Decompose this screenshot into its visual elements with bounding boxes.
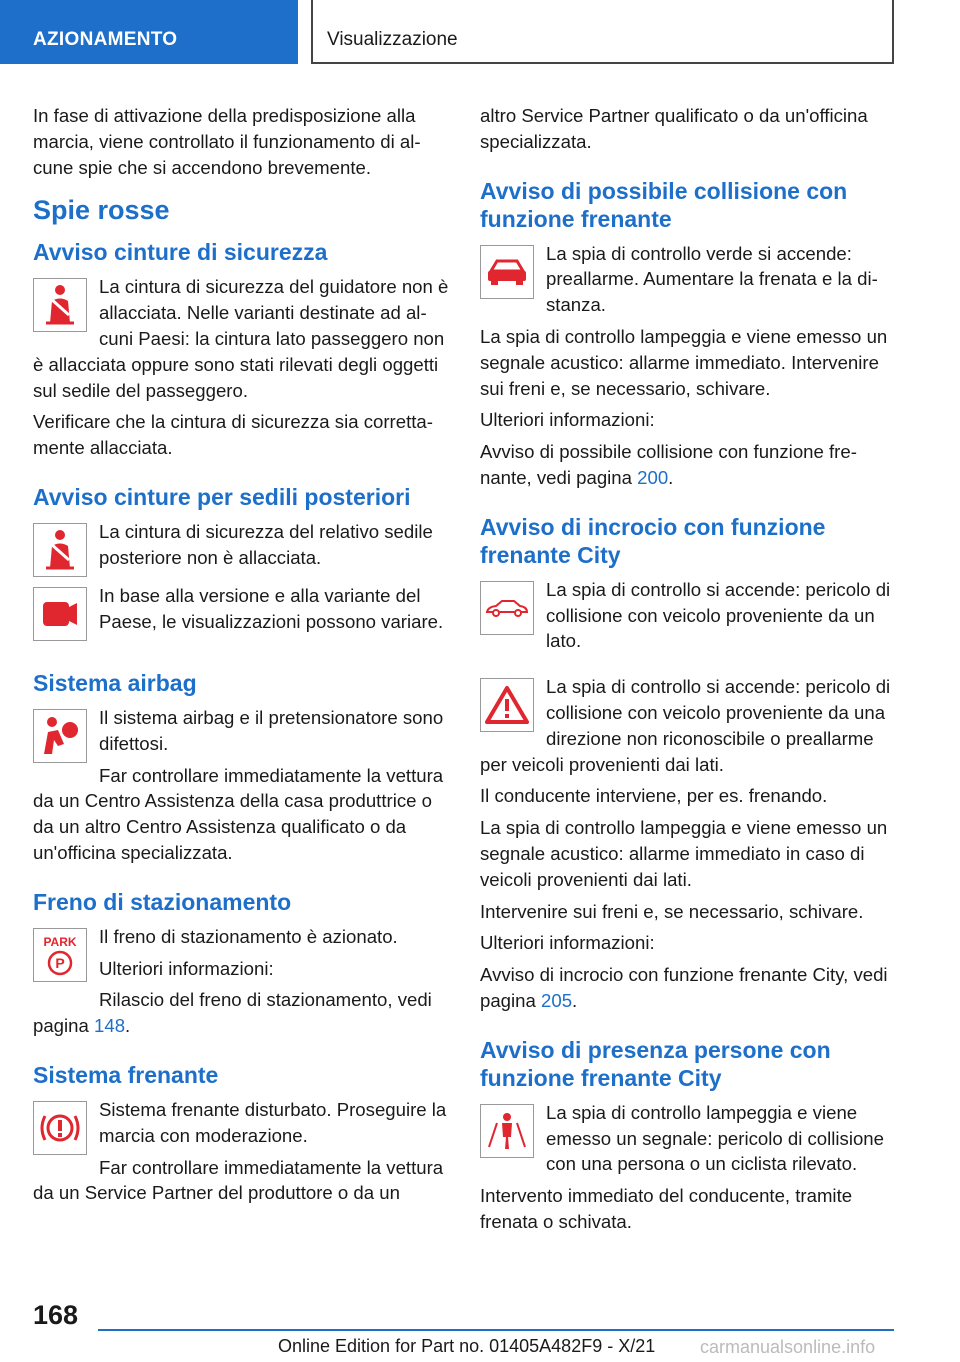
park-icon-text: PARK [43,934,77,949]
heading-brake-system: Sistema frenante [33,1061,219,1088]
rear-seatbelt-icon [33,523,87,577]
collision-text-2: La spia di controllo lampeggia e viene emesso un segnale acustico: allarme immediato. Intervenire sui freni e, se necessario, schivare. [480,325,888,399]
heading-parking-brake: Freno di stazionamento [33,888,292,915]
crossing-text-6: Ulteriori informazioni: [480,932,655,954]
park-text-3: Rilascio del freno di stazionamento, vedi pagina 148. [33,989,432,1037]
header-section-label: AZIONAMENTO [33,29,178,50]
collision-warning-icon [480,245,534,299]
page-link-148[interactable]: 148 [94,1015,126,1037]
brake-continuation: altro Service Partner qualificato o da un'officina specializzata. [480,105,868,152]
airbag-text-1: Il sistema airbag e il pretensionatore sono difettosi. [99,706,444,754]
rear-text-1: La cintura di sicurezza del relativo sedile posteriore non è allacciata. [99,520,433,568]
heading-seatbelt-warning: Avviso cinture di sicurezza [33,239,328,266]
park-text-2: Ulteriori informazioni: [99,957,274,979]
rear-text-2: In base alla versione e alla variante del Paese, le visualizzazioni possono variare. [99,584,444,632]
heading-rear-seatbelt: Avviso cinture per sedili posteriori [33,483,411,510]
park-text-1: Il freno di stazionamento è azionato. [99,925,398,947]
header-topic-label: Visualizzazione [327,29,458,50]
right-column [480,103,898,1241]
pedestrian-warning-icon [480,1104,534,1158]
heading-collision-warning: Avviso di possibile collisione con funzione frenante [480,177,848,232]
heading-crossing-warning: Avviso di incrocio con funzione frenante City [480,513,826,568]
collision-text-1: La spia di controllo verde si accende: preallarme. Aumentare la frenata e la distanza. [546,242,878,316]
airbag-warning-icon [33,709,87,763]
crossing-text-2: La spia di controllo si accende: pericolo di collisione con veicolo proveniente da una direzione non riconoscibile o preallarme per veicoli provenienti dai lati. [480,676,891,775]
page-link-200[interactable]: 200 [637,466,669,488]
collision-text-4: Avviso di possibile collisione con funzione frenante, vedi pagina 200. [480,441,857,488]
crossing-text-4: La spia di controllo lampeggia e viene emesso un segnale acustico: allarme immediato in caso di veicoli provenienti dai lati. [480,817,888,890]
header-section-tab [0,0,298,64]
left-column [33,103,449,1212]
heading-airbag: Sistema airbag [33,669,197,696]
seatbelt-text-1: La cintura di sicurezza del guidatore non è allacciata. Nelle varianti destinate ad alcuni Paesi: la cintura lato passeggero non è allacciata oppure sono stati rilevati degli oggetti sul sedile del passeggero. [33,276,449,401]
crossing-text-1: La spia di controllo si accende: pericolo di collisione con veicolo proveniente da un lato. [546,578,891,652]
svg-text:P: P [55,954,65,971]
crossing-text-5: Intervenire sui freni e, se necessario, schivare. [480,900,864,922]
seatbelt-text-2: Verificare che la cintura di sicurezza sia correttamente allacciata. [33,411,433,459]
header-topic-box [311,0,894,64]
brake-text-2: Far controllare immediatamente la vettura da un Service Partner del produttore o da un [33,1156,444,1204]
brake-text-1: Sistema frenante disturbato. Proseguire la marcia con moderazione. [99,1098,447,1146]
side-car-icon [480,581,534,635]
heading-person-warning: Avviso di presenza persone con funzione frenante City [480,1036,831,1091]
section-heading-red-lights: Spie rosse [33,195,170,226]
brake-system-icon [33,1101,87,1155]
rear-seat-occupancy-icon [33,587,87,641]
park-brake-icon [33,928,87,982]
crossing-text-3: Il conducente interviene, per es. frenando. [480,785,828,807]
seatbelt-warning-icon [33,278,87,332]
page-number: 168 [33,1300,79,1330]
footer-edition: Online Edition for Part no. 01405A482F9 - X/21 [278,1336,656,1356]
airbag-text-2: Far controllare immediatamente la vettura da un Centro Assistenza della casa produttrice o da un altro Centro Assistenza qualificato o da un'officina specializzata. [33,764,444,863]
crossing-text-7: Avviso di incrocio con funzione frenante City, vedi pagina 205. [480,964,888,1011]
warning-triangle-icon [480,678,534,732]
page-link-205[interactable]: 205 [541,989,573,1011]
collision-text-3: Ulteriori informazioni: [480,409,655,431]
footer-rule [98,1329,894,1331]
footer-watermark: carmanualsonline.info [700,1337,876,1357]
person-text-1: La spia di controllo lampeggia e viene emesso un segnale: pericolo di collisione con una persona o un ciclista rilevato. [546,1101,884,1175]
intro-paragraph: In fase di attivazione della predisposizione alla marcia, viene controllato il funzionamento di alcune spie che si accendono brevemente. [33,105,421,178]
person-text-2: Intervento immediato del conducente, tramite frenata o schivata. [480,1185,853,1232]
